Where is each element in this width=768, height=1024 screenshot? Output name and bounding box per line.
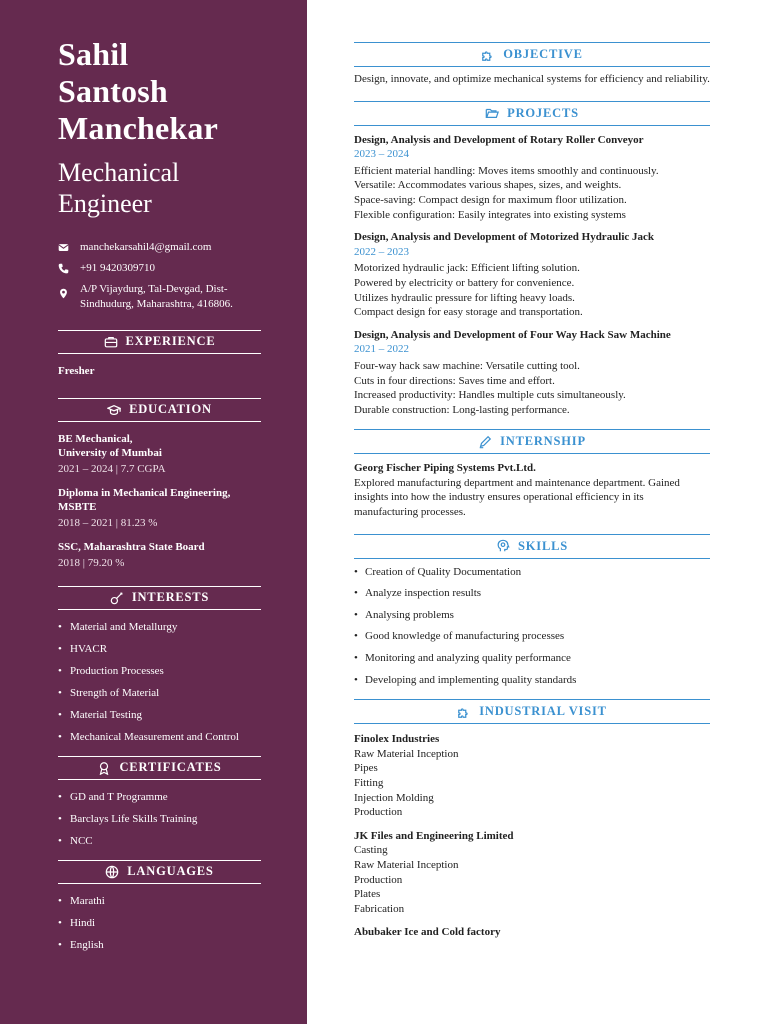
job-title: Mechanical Engineer	[58, 158, 180, 219]
education-title: Diploma in Mechanical Engineering, MSBTE	[58, 486, 231, 513]
visit-company: Finolex Industries	[354, 733, 440, 746]
skill-item: • Analysing problems	[354, 608, 710, 623]
project-line: Durable construction: Long-lasting performance.	[354, 403, 570, 416]
list-item: • Mechanical Measurement and Control	[58, 730, 261, 744]
address-row	[58, 282, 261, 312]
phone-icon	[58, 261, 80, 274]
guitar-icon	[110, 591, 124, 605]
list-item: • Material and Metallurgy	[58, 620, 261, 634]
skill-item: • Good knowledge of manufacturing processes	[354, 629, 710, 644]
project-line: Compact design for easy storage and transportation.	[354, 306, 583, 319]
sidebar	[0, 0, 307, 1024]
project-line: Efficient material handling: Moves items smoothly and continuously.	[354, 164, 659, 177]
list-item: • NCC	[58, 834, 261, 848]
languages-heading: LANGUAGES	[58, 860, 261, 884]
puzzle-icon	[481, 48, 495, 62]
certificates-list	[58, 790, 261, 848]
project-line: Utilizes hydraulic pressure for lifting heavy loads.	[354, 291, 575, 304]
projects-list	[354, 133, 710, 418]
skill-item: • Creation of Quality Documentation	[354, 565, 710, 580]
location-pin-icon	[58, 282, 80, 299]
interests-heading: INTERESTS	[58, 586, 261, 610]
skill-item: • Developing and implementing quality standards	[354, 673, 710, 688]
email-row	[58, 240, 261, 255]
visit-line: Production	[354, 806, 403, 819]
project-line: Increased productivity: Handles multiple cuts simultaneously.	[354, 389, 626, 402]
visit-company: JK Files and Engineering Limited	[354, 829, 514, 842]
visit-line: Plates	[354, 888, 381, 901]
internship-body	[354, 461, 710, 519]
industrial-visit-section	[354, 699, 710, 940]
education-title: SSC, Maharashtra State Board	[58, 540, 205, 553]
education-detail: 2018 – 2021 | 81.23 %	[58, 516, 158, 529]
project-line: Powered by electricity or battery for convenience.	[354, 276, 575, 289]
internship-heading: INTERNSHIP	[354, 429, 710, 454]
project-line: Four-way hack saw machine: Versatile cutting tool.	[354, 359, 580, 372]
visit-line: Raw Material Inception	[354, 747, 459, 760]
visit-item	[354, 925, 710, 940]
list-item: • HVACR	[58, 642, 261, 656]
list-item: • Marathi	[58, 894, 261, 908]
visit-line: Casting	[354, 844, 388, 857]
main-content	[354, 42, 710, 952]
project-line: Flexible configuration: Easily integrates into existing systems	[354, 208, 626, 221]
visit-line: Raw Material Inception	[354, 858, 459, 871]
industrial-visit-heading: INDUSTRIAL VISIT	[354, 699, 710, 724]
phone-number[interactable]: +91 9420309710	[80, 261, 155, 274]
skills-list	[354, 565, 710, 688]
education-item	[58, 432, 261, 476]
projects-heading: PROJECTS	[354, 101, 710, 126]
project-line: Versatile: Accommodates various shapes, sizes, and weights.	[354, 179, 622, 192]
project-date: 2021 – 2022	[354, 343, 409, 356]
project-date: 2022 – 2023	[354, 245, 409, 258]
industrial-visit-list	[354, 732, 710, 940]
interests-list	[58, 620, 261, 744]
brain-head-icon	[496, 539, 510, 553]
internship-company: Georg Fischer Piping Systems Pvt.Ltd.	[354, 462, 536, 475]
mail-icon	[58, 240, 80, 253]
visit-item	[354, 732, 710, 820]
folder-icon	[485, 106, 499, 120]
candidate-name: Sahil Santosh Manchekar	[58, 36, 219, 146]
graduation-cap-icon	[107, 403, 121, 417]
puzzle-icon	[457, 705, 471, 719]
list-item: • Barclays Life Skills Training	[58, 812, 261, 826]
pen-icon	[478, 435, 492, 449]
education-detail: 2021 – 2024 | 7.7 CGPA	[58, 462, 166, 475]
project-title: Design, Analysis and Development of Motorized Hydraulic Jack	[354, 231, 655, 244]
list-item: • English	[58, 938, 261, 952]
education-title: BE Mechanical, University of Mumbai	[58, 432, 162, 459]
education-detail: 2018 | 79.20 %	[58, 556, 125, 569]
project-line: Motorized hydraulic jack: Efficient lifting solution.	[354, 262, 580, 275]
list-item: • Hindi	[58, 916, 261, 930]
certificates-heading: CERTIFICATES	[58, 756, 261, 780]
email-link[interactable]: manchekarsahil4@gmail.com	[80, 240, 212, 253]
internship-description: Explored manufacturing department and maintenance department. Gained insights into how the industry ensures operational efficiency in its manufacturing processes.	[354, 476, 680, 519]
education-item	[58, 540, 261, 570]
visit-line: Fitting	[354, 777, 384, 789]
languages-list	[58, 894, 261, 952]
education-list	[58, 432, 261, 570]
project-item	[354, 328, 710, 418]
certificate-icon	[97, 761, 111, 775]
contact-info	[58, 240, 261, 312]
project-date: 2023 – 2024	[354, 148, 409, 161]
visit-line: Fabrication	[354, 902, 405, 915]
visit-item	[354, 829, 710, 917]
skills-section	[354, 534, 710, 688]
internship-section	[354, 429, 710, 519]
list-item: • Strength of Material	[58, 686, 261, 700]
list-item: • Material Testing	[58, 708, 261, 722]
list-item: • Production Processes	[58, 664, 261, 678]
education-item	[58, 486, 261, 530]
projects-section	[354, 101, 710, 418]
visit-line: Injection Molding	[354, 791, 434, 804]
visit-company: Abubaker Ice and Cold factory	[354, 926, 501, 939]
education-heading: EDUCATION	[58, 398, 261, 422]
experience-heading: EXPERIENCE	[58, 330, 261, 354]
skill-item: • Analyze inspection results	[354, 586, 710, 601]
address: A/P Vijaydurg, Tal-Devgad, Dist-Sindhudurg, Maharashtra, 416806.	[80, 282, 233, 310]
objective-section	[354, 42, 710, 87]
project-item	[354, 133, 710, 223]
visit-line: Production	[354, 873, 403, 886]
project-line: Cuts in four directions: Saves time and effort.	[354, 374, 555, 387]
skill-item: • Monitoring and analyzing quality performance	[354, 651, 710, 666]
phone-row	[58, 261, 261, 276]
project-title: Design, Analysis and Development of Four Way Hack Saw Machine	[354, 328, 671, 341]
objective-text: Design, innovate, and optimize mechanical systems for efficiency and reliability.	[354, 73, 710, 85]
skills-heading: SKILLS	[354, 534, 710, 559]
project-line: Space-saving: Compact design for maximum floor utilization.	[354, 193, 627, 206]
project-title: Design, Analysis and Development of Rotary Roller Conveyor	[354, 133, 644, 146]
visit-line: Pipes	[354, 762, 378, 775]
objective-heading: OBJECTIVE	[354, 42, 710, 67]
list-item: • GD and T Programme	[58, 790, 261, 804]
globe-icon	[105, 865, 119, 879]
briefcase-icon	[104, 335, 118, 349]
project-item	[354, 230, 710, 320]
experience-text: Fresher	[58, 364, 95, 377]
